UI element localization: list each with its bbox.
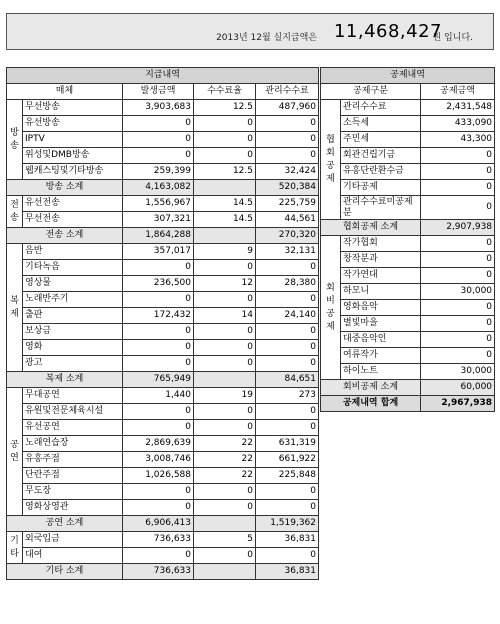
management-fee: 487,960 [256,100,319,116]
generated-amount: 736,633 [123,532,194,548]
deduction-amount: 0 [421,348,495,364]
table-row [7,532,319,548]
management-fee: 0 [256,356,319,372]
deduction-amount: 0 [421,164,495,180]
table-row [7,292,319,308]
deduction-total-amount: 2,967,938 [421,396,495,412]
payout-summary-banner [6,13,494,50]
deduction-name: 하모니 [341,284,421,300]
fee-rate: 0 [194,260,256,276]
payout-prefix: 2013년 12월 실지급액은 [216,33,317,43]
subtotal-amount: 765,949 [123,372,194,388]
management-fee: 36,831 [256,532,319,548]
table-row [321,100,495,116]
management-fee: 631,319 [256,436,319,452]
subtotal-row [321,380,495,396]
deduction-amount: 0 [421,252,495,268]
deduction-amount: 0 [421,148,495,164]
table-row [7,276,319,292]
management-fee: 273 [256,388,319,404]
media-name: 외국입금 [23,532,123,548]
table-row [321,116,495,132]
media-name: 무선전송 [23,212,123,228]
subtotal-row [7,516,319,532]
subtotal-row [7,180,319,196]
fee-rate: 22 [194,452,256,468]
subtotal-row [321,220,495,236]
table-row [7,164,319,180]
subtotal-amount: 6,906,413 [123,516,194,532]
table-row [321,148,495,164]
generated-amount: 3,903,683 [123,100,194,116]
table-row [7,500,319,516]
management-fee: 24,140 [256,308,319,324]
management-fee: 32,424 [256,164,319,180]
fee-rate: 0 [194,484,256,500]
table-row [7,260,319,276]
subtotal-row [7,372,319,388]
management-fee: 0 [256,324,319,340]
deduction-amount: 433,090 [421,116,495,132]
media-name: 보상금 [23,324,123,340]
fee-rate: 0 [194,292,256,308]
management-fee: 225,759 [256,196,319,212]
table-row [321,300,495,316]
management-fee: 0 [256,404,319,420]
table-row [321,252,495,268]
category-label: 공 연 [7,388,23,516]
deduction-category-label: 협 회 공 제 [321,100,341,220]
deduction-amount: 0 [421,316,495,332]
deduction-name: 작가협회 [341,236,421,252]
fee-rate: 0 [194,404,256,420]
table-row [321,348,495,364]
generated-amount: 307,321 [123,212,194,228]
media-name: 대여 [23,548,123,564]
subtotal-fee: 520,384 [256,180,319,196]
deduction-name: 여류작가 [341,348,421,364]
subtotal-fee: 270,320 [256,228,319,244]
category-label: 기 타 [7,532,23,564]
fee-rate: 9 [194,244,256,260]
management-fee: 0 [256,292,319,308]
deduction-amount: 43,300 [421,132,495,148]
management-fee: 32,131 [256,244,319,260]
table-row [321,180,495,196]
column-header-deduction-amount: 공제금액 [421,84,495,100]
generated-amount: 0 [123,356,194,372]
generated-amount: 259,399 [123,164,194,180]
subtotal-fee: 36,831 [256,564,319,580]
table-row [321,196,495,220]
payment-details-title: 지급내역 [7,68,319,84]
generated-amount: 2,869,639 [123,436,194,452]
management-fee: 661,922 [256,452,319,468]
deduction-name: 하이노트 [341,364,421,380]
table-row [7,452,319,468]
column-header-rate: 수수료율 [194,84,256,100]
generated-amount: 172,432 [123,308,194,324]
subtotal-amount: 60,000 [421,380,495,396]
fee-rate: 0 [194,548,256,564]
payment-details-table [6,67,319,580]
table-row [7,404,319,420]
subtotal-fee: 1,519,362 [256,516,319,532]
generated-amount: 236,500 [123,276,194,292]
payout-amount: 11,468,427 [333,21,442,42]
media-name: 무도장 [23,484,123,500]
management-fee: 0 [256,500,319,516]
table-row [321,164,495,180]
deduction-name: 관리수수료미공제분 [341,196,421,220]
table-row [7,132,319,148]
media-name: IPTV [23,132,123,148]
column-header-media: 매체 [7,84,123,100]
table-row [7,116,319,132]
category-label: 방 송 [7,100,23,180]
column-header-fee: 관리수수료 [256,84,319,100]
generated-amount: 0 [123,132,194,148]
media-name: 기타녹음 [23,260,123,276]
deduction-name: 창작분과 [341,252,421,268]
subtotal-rate-empty [194,372,256,388]
media-name: 영화상영관 [23,500,123,516]
generated-amount: 0 [123,420,194,436]
category-label: 전 송 [7,196,23,228]
table-row [7,148,319,164]
deduction-total-label: 공제내역 합계 [321,396,421,412]
deduction-details-table [320,67,495,412]
generated-amount: 0 [123,148,194,164]
generated-amount: 357,017 [123,244,194,260]
subtotal-rate-empty [194,180,256,196]
generated-amount: 1,026,588 [123,468,194,484]
subtotal-rate-empty [194,228,256,244]
table-row [7,484,319,500]
fee-rate: 14.5 [194,212,256,228]
management-fee: 0 [256,132,319,148]
subtotal-rate-empty [194,516,256,532]
table-row [7,420,319,436]
table-row [321,132,495,148]
fee-rate: 0 [194,356,256,372]
media-name: 단란주점 [23,468,123,484]
table-row [7,548,319,564]
deduction-name: 유흥단란환수금 [341,164,421,180]
deduction-amount: 0 [421,332,495,348]
deduction-amount: 0 [421,300,495,316]
table-row [7,340,319,356]
deduction-name: 소득세 [341,116,421,132]
subtotal-label: 방송 소계 [7,180,123,196]
table-row [321,364,495,380]
table-row [7,212,319,228]
subtotal-label: 회비공제 소계 [321,380,421,396]
deduction-name: 영화음악 [341,300,421,316]
deduction-amount: 0 [421,236,495,252]
table-row [7,468,319,484]
deduction-name: 회관건립기금 [341,148,421,164]
fee-rate: 14 [194,308,256,324]
generated-amount: 0 [123,404,194,420]
generated-amount: 0 [123,116,194,132]
media-name: 출판 [23,308,123,324]
subtotal-row [7,228,319,244]
media-name: 위성및DMB방송 [23,148,123,164]
subtotal-amount: 1,864,288 [123,228,194,244]
management-fee: 0 [256,260,319,276]
media-name: 노래반주기 [23,292,123,308]
deduction-total-row [321,396,495,412]
management-fee: 0 [256,420,319,436]
generated-amount: 0 [123,324,194,340]
media-name: 영화 [23,340,123,356]
generated-amount: 0 [123,484,194,500]
fee-rate: 22 [194,436,256,452]
fee-rate: 12 [194,276,256,292]
table-row [7,308,319,324]
fee-rate: 0 [194,340,256,356]
subtotal-label: 전송 소계 [7,228,123,244]
media-name: 웹캐스팅및기타방송 [23,164,123,180]
deduction-amount: 30,000 [421,284,495,300]
generated-amount: 0 [123,548,194,564]
fee-rate: 0 [194,420,256,436]
fee-rate: 0 [194,116,256,132]
subtotal-label: 복제 소계 [7,372,123,388]
deduction-name: 관리수수료 [341,100,421,116]
payout-suffix: 원 입니다. [432,33,473,43]
column-header-deduction-type: 공제구분 [321,84,421,100]
fee-rate: 12.5 [194,100,256,116]
column-header-amount: 발생금액 [123,84,194,100]
deduction-name: 주민세 [341,132,421,148]
fee-rate: 0 [194,132,256,148]
fee-rate: 0 [194,148,256,164]
deduction-amount: 30,000 [421,364,495,380]
deduction-details-title: 공제내역 [321,68,495,84]
subtotal-label: 기타 소계 [7,564,123,580]
generated-amount: 0 [123,260,194,276]
subtotal-amount: 4,163,082 [123,180,194,196]
generated-amount: 1,556,967 [123,196,194,212]
table-row [321,284,495,300]
generated-amount: 0 [123,500,194,516]
management-fee: 0 [256,340,319,356]
media-name: 유원및전문체육시설 [23,404,123,420]
table-row [7,244,319,260]
management-fee: 44,561 [256,212,319,228]
deduction-name: 대중음악인 [341,332,421,348]
media-name: 광고 [23,356,123,372]
management-fee: 0 [256,148,319,164]
table-row [7,388,319,404]
media-name: 노래연습장 [23,436,123,452]
management-fee: 28,380 [256,276,319,292]
fee-rate: 12.5 [194,164,256,180]
generated-amount: 1,440 [123,388,194,404]
deduction-name: 기타공제 [341,180,421,196]
category-label: 복 제 [7,244,23,372]
fee-rate: 0 [194,500,256,516]
fee-rate: 0 [194,324,256,340]
media-name: 유선공연 [23,420,123,436]
subtotal-rate-empty [194,564,256,580]
deduction-amount: 0 [421,196,495,220]
media-name: 유흥주점 [23,452,123,468]
generated-amount: 0 [123,340,194,356]
media-name: 무선방송 [23,100,123,116]
media-name: 유선전송 [23,196,123,212]
table-row [321,316,495,332]
deduction-name: 작가연대 [341,268,421,284]
management-fee: 0 [256,548,319,564]
subtotal-amount: 2,907,938 [421,220,495,236]
table-row [7,324,319,340]
generated-amount: 0 [123,292,194,308]
media-name: 유선방송 [23,116,123,132]
management-fee: 0 [256,484,319,500]
table-row [321,332,495,348]
deduction-category-label: 회 비 공 제 [321,236,341,380]
subtotal-amount: 736,633 [123,564,194,580]
fee-rate: 14.5 [194,196,256,212]
table-row [7,436,319,452]
media-name: 무대공연 [23,388,123,404]
management-fee: 0 [256,116,319,132]
subtotal-fee: 84,651 [256,372,319,388]
subtotal-label: 협회공제 소계 [321,220,421,236]
deduction-amount: 0 [421,268,495,284]
table-row [7,100,319,116]
table-row [321,268,495,284]
fee-rate: 19 [194,388,256,404]
deduction-amount: 2,431,548 [421,100,495,116]
generated-amount: 3,008,746 [123,452,194,468]
media-name: 영상물 [23,276,123,292]
subtotal-row [7,564,319,580]
fee-rate: 22 [194,468,256,484]
deduction-name: 별빛마을 [341,316,421,332]
table-row [7,356,319,372]
media-name: 음반 [23,244,123,260]
table-row [321,236,495,252]
management-fee: 225,848 [256,468,319,484]
deduction-amount: 0 [421,180,495,196]
subtotal-label: 공연 소계 [7,516,123,532]
fee-rate: 5 [194,532,256,548]
table-row [7,196,319,212]
